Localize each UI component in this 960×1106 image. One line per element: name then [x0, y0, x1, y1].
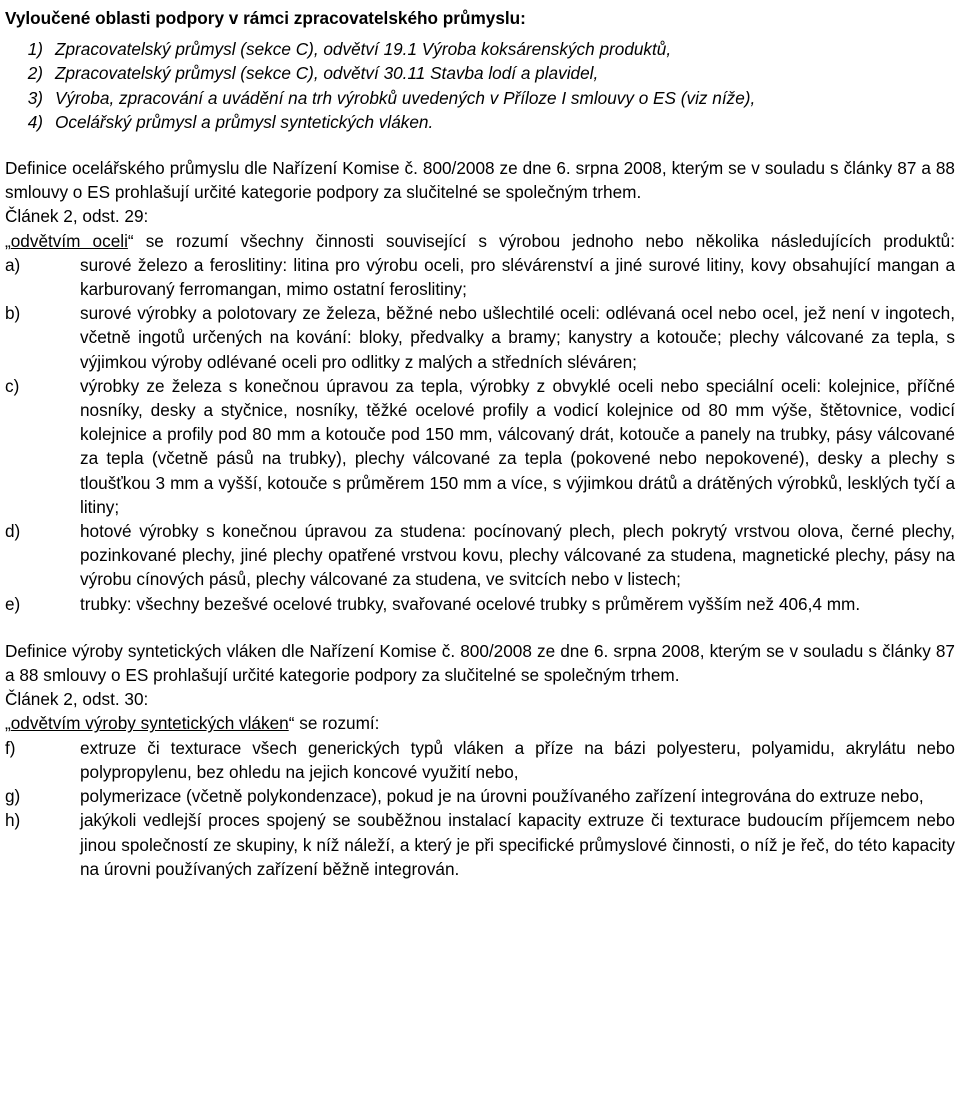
- steel-article-ref: Článek 2, odst. 29:: [5, 206, 149, 227]
- item-label: b): [5, 303, 21, 324]
- steel-definition-intro: Definice ocelářského průmyslu dle Nařízení Komise č. 800/2008 ze dne 6. srpna 2008, kterým se v souladu s články 87 a 88 smlouvy o ES prohlašují určité kategorie podpory za slučitelné se společným trhem.: [5, 158, 955, 203]
- item-label: g): [5, 786, 21, 807]
- definition-text: se rozumí:: [294, 713, 380, 734]
- list-item: [5, 784, 955, 808]
- excluded-sectors-list: [5, 37, 955, 134]
- document-page: [5, 6, 955, 881]
- list-item: [5, 519, 955, 592]
- item-label: e): [5, 593, 21, 614]
- item-text: surové železo a feroslitiny: litina pro výrobu oceli, pro slévárenství a jiné surové litiny, kovy obsahující mangan a karburovaný ferromangan, mimo ostatní feroslitiny;: [80, 254, 955, 300]
- list-number: 1): [27, 39, 43, 60]
- list-item: [5, 808, 955, 881]
- list-text: Zpracovatelský průmysl (sekce C), odvětví 19.1 Výroba koksárenských produktů,: [55, 39, 672, 60]
- item-label: a): [5, 254, 21, 275]
- list-item: [5, 37, 955, 61]
- definition-text: se rozumí všechny činnosti související s výrobou jednoho nebo několika následujících produktů:: [133, 230, 956, 251]
- item-text: hotové výrobky s konečnou úpravou za studena: pocínovaný plech, plech pokrytý vrstvou olova, černé plechy, pozinkované plechy, jiné plechy opatřené vrstvou kovu, plechy válcované za studena, magnetické plechy, pásy na výrobu cínových pásů, plechy válcované za studena, ve svitcích nebo v listech;: [80, 521, 955, 590]
- item-text: trubky: všechny bezešvé ocelové trubky, svařované ocelové trubky s průměrem vyšším než 406,4 mm.: [80, 593, 861, 614]
- close-quote: “: [127, 230, 134, 251]
- steel-defined-term: odvětvím oceli: [10, 230, 128, 251]
- list-item: [5, 61, 955, 85]
- spacer: [5, 616, 955, 639]
- list-text: Výroba, zpracování a uvádění na trh výrobků uvedených v Příloze I smlouvy o ES (viz níže),: [55, 87, 756, 108]
- fibres-definition: [5, 711, 955, 735]
- list-text: Ocelářský průmysl a průmysl syntetických vláken.: [55, 111, 434, 132]
- list-number: 3): [27, 87, 43, 108]
- item-text: jakýkoli vedlejší proces spojený se souběžnou instalací kapacity extruze či texturace budoucím příjemcem nebo jinou společností ze skupiny, k níž náleží, a který je při specifické průmyslové činnosti, o níž je řeč, do této kapacity na úrovni používaných zařízení běžně integrován.: [80, 810, 955, 879]
- list-item: [5, 110, 955, 134]
- item-label: h): [5, 810, 21, 831]
- close-quote: “: [288, 713, 295, 734]
- steel-products-list: [5, 253, 955, 616]
- list-number: 4): [27, 111, 43, 132]
- item-text: surové výrobky a polotovary ze železa, běžné nebo ušlechtilé oceli: odlévaná ocel nebo ocel, jež není v ingotech, včetně ingotů určených na kování: bloky, předvalky a bramy; kanystry a kotouče; plechy válcované za tepla, s výjimkou výroby odlévané oceli pro odlitky z malých a středních sléváren;: [80, 303, 955, 372]
- steel-definition: [5, 229, 955, 253]
- fibres-activities-list: [5, 736, 955, 881]
- item-text: výrobky ze železa s konečnou úpravou za tepla, výrobky z obvyklé oceli nebo speciální oceli: kolejnice, příčné nosníky, desky a styčnice, nosníky, těžké ocelové profily a vodicí kolejnice od 80 mm výše, štětovnice, vodicí kolejnice a profily pod 80 mm a kotouče pod 150 mm, válcovaný drát, kotouče a panely na trubky, pásy válcované za tepla (včetně pásů na trubky), plechy válcované za tepla (pokovené nebo nepokovené), desky a plechy s tloušťkou 3 mm a vyšší, kotouče s průměrem 150 mm a více, s výjimkou drátů a drátěných výrobků, lesklých tyčí a litiny;: [80, 375, 955, 517]
- list-number: 2): [27, 63, 43, 84]
- list-text: Zpracovatelský průmysl (sekce C), odvětví 30.11 Stavba lodí a plavidel,: [55, 63, 599, 84]
- list-item: [5, 301, 955, 374]
- item-label: d): [5, 521, 21, 542]
- fibres-definition-intro: Definice výroby syntetických vláken dle Nařízení Komise č. 800/2008 ze dne 6. srpna 2008, kterým se v souladu s články 87 a 88 smlouvy o ES prohlašují určité kategorie podpory za slučitelné se společným trhem.: [5, 640, 955, 686]
- list-item: [5, 86, 955, 110]
- item-label: f): [5, 737, 16, 758]
- list-item: [5, 374, 955, 519]
- fibres-defined-term: odvětvím výroby syntetických vláken: [10, 713, 289, 734]
- fibres-article-ref: Článek 2, odst. 30:: [5, 689, 149, 710]
- list-item: [5, 736, 955, 784]
- open-quote: „: [5, 230, 11, 251]
- item-text: extruze či texturace všech generických typů vláken a příze na bázi polyesteru, polyamidu, akrylátu nebo polypropylenu, bez ohledu na jejich koncové využití nebo,: [80, 737, 955, 782]
- section-heading: Vyloučené oblasti podpory v rámci zpracovatelského průmyslu:: [5, 8, 526, 28]
- list-item: [5, 253, 955, 301]
- open-quote: „: [5, 713, 11, 734]
- item-label: c): [5, 375, 20, 396]
- list-item: [5, 592, 955, 616]
- item-text: polymerizace (včetně polykondenzace), pokud je na úrovni používaného zařízení integrována do extruze nebo,: [80, 786, 924, 807]
